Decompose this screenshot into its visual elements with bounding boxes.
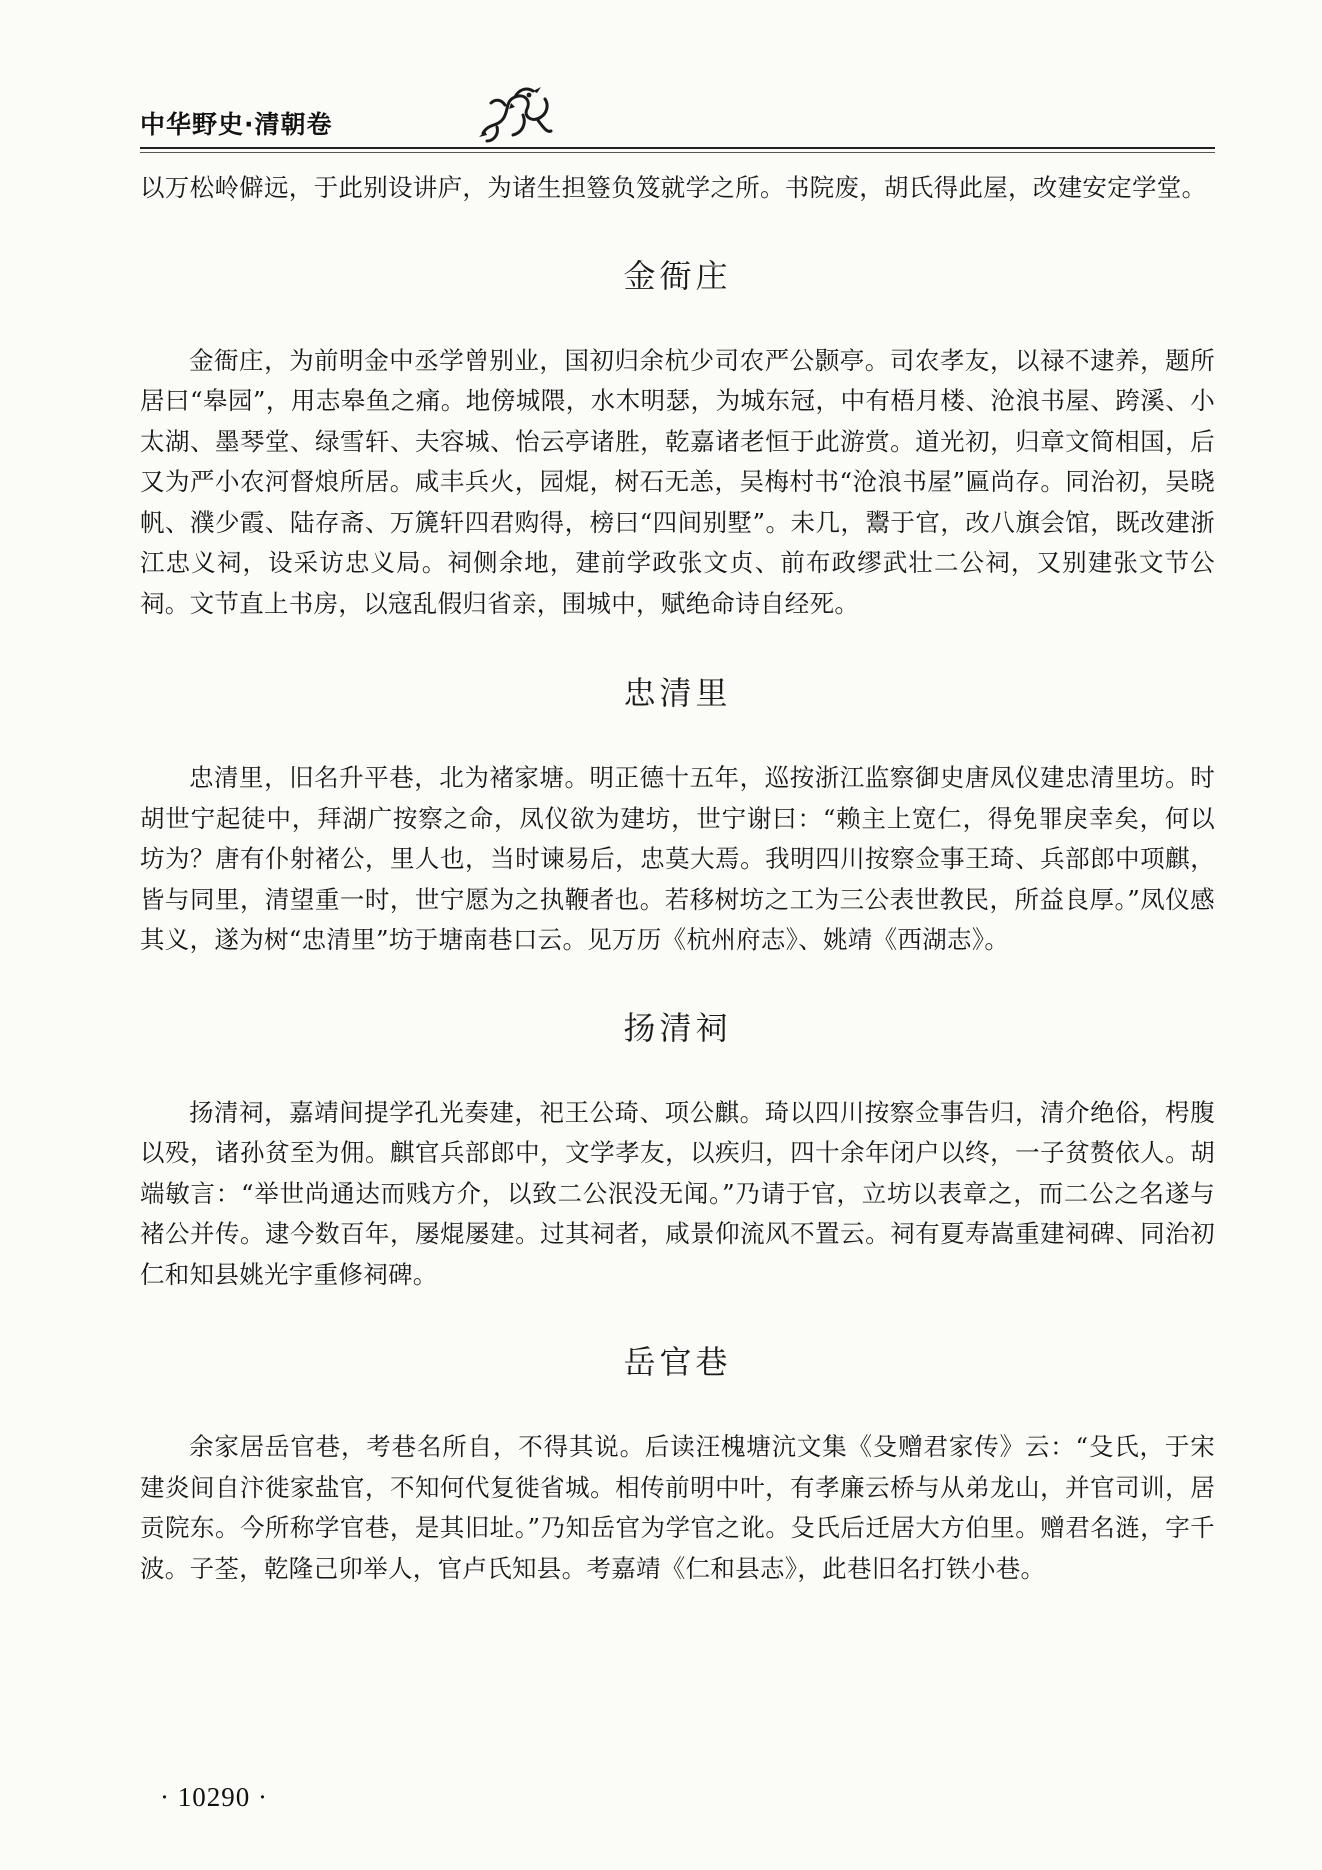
running-title: 中华野史·清朝卷 (140, 110, 333, 139)
section-heading-jinyazhuang: 金衙庄 (623, 256, 732, 295)
running-header (140, 95, 1215, 157)
intro-paragraph: 以万松岭僻远，于此别设讲庐，为诸生担簦负笈就学之所。书院废，胡氏得此屋，改建安定学堂。 (140, 173, 1207, 202)
section-body-jinyazhuang: 金衙庄，为前明金中丞学曾别业，国初归余杭少司农严公颢亭。司农孝友，以禄不逮养，题所居曰“皋园”，用志皋鱼之痛。地傍城隈，水木明瑟，为城东冠，中有梧月楼、沧浪书屋、跨溪、小太湖、墨琴堂、绿雪轩、夫容城、怡云亭诸胜，乾嘉诸老恒于此游赏。道光初，归章文简相国，后又为严小农河督烺所居。咸丰兵火，园焜，树石无恙，吴梅村书“沧浪书屋”匾尚存。同治初，吴晓帆、濮少霞、陆存斋、万篪轩四君购得，榜曰“四间别墅”。未几，鬻于官，改八旗会馆，既改建浙江忠义祠，设采访忠义局。祠侧余地，建前学政张文贞、前布政缪武壮二公祠，又别建张文节公祠。文节直上书房，以寇乱假归省亲，围城中，赋绝命诗自经死。 (140, 345, 1215, 618)
section-body-yueguanxiang: 余家居岳官巷，考巷名所自，不得其说。后读汪槐塘沆文集《殳赠君家传》云：“殳氏，于宋建炎间自汴徙家盐官，不知何代复徙省城。相传前明中叶，有孝廉云桥与从弟龙山，并官司训，居贡院东。今所称学官巷，是其旧址。”乃知岳官为学官之讹。殳氏后迁居大方伯里。赠君名涟，字千波。子荃，乾隆己卯举人，官卢氏知县。考嘉靖《仁和县志》，此巷旧名打铁小巷。 (140, 1432, 1215, 1583)
page-content (140, 168, 1215, 1589)
header-rule (140, 147, 1215, 149)
section-heading-yueguanxiang: 岳官巷 (623, 1343, 732, 1381)
dragon-emblem-icon (475, 83, 555, 147)
section-body-yangqingci: 扬清祠，嘉靖间提学孔光奏建，祀王公琦、项公麒。琦以四川按察佥事告归，清介绝俗，枵腹以殁，诸孙贫至为佣。麒官兵部郎中，文学孝友，以疾归，四十余年闭户以终，一子贫赘依人。胡端敏言：“举世尚通达而贱方介，以致二公泯没无闻。”乃请于官，立坊以表章之，而二公之名遂与褚公并传。逮今数百年，屡焜屡建。过其祠者，咸景仰流风不置云。祠有夏寿嵩重建祠碑、同治初仁和知县姚光宇重修祠碑。 (140, 1097, 1215, 1289)
section-heading-zhongqingli: 忠清里 (623, 674, 732, 712)
section-heading-yangqingci: 扬清祠 (623, 1008, 732, 1047)
page-number: · 10290 · (160, 1782, 268, 1812)
header-rule-thin (140, 152, 1215, 153)
section-body-zhongqingli: 忠清里，旧名升平巷，北为褚家塘。明正德十五年，巡按浙江监察御史唐凤仪建忠清里坊。时胡世宁起徒中，拜湖广按察之命，凤仪欲为建坊，世宁谢曰：“赖主上宽仁，得免罪戾幸矣，何以坊为？唐有仆射褚公，里人也，当时谏易后，忠莫大焉。我明四川按察佥事王琦、兵部郎中项麒，皆与同里，清望重一时，世宁愿为之执鞭者也。若移树坊之工为三公表世教民，所益良厚。”凤仪感其义，遂为树“忠清里”坊于塘南巷口云。见万历《杭州府志》、姚靖《西湖志》。 (140, 763, 1215, 954)
